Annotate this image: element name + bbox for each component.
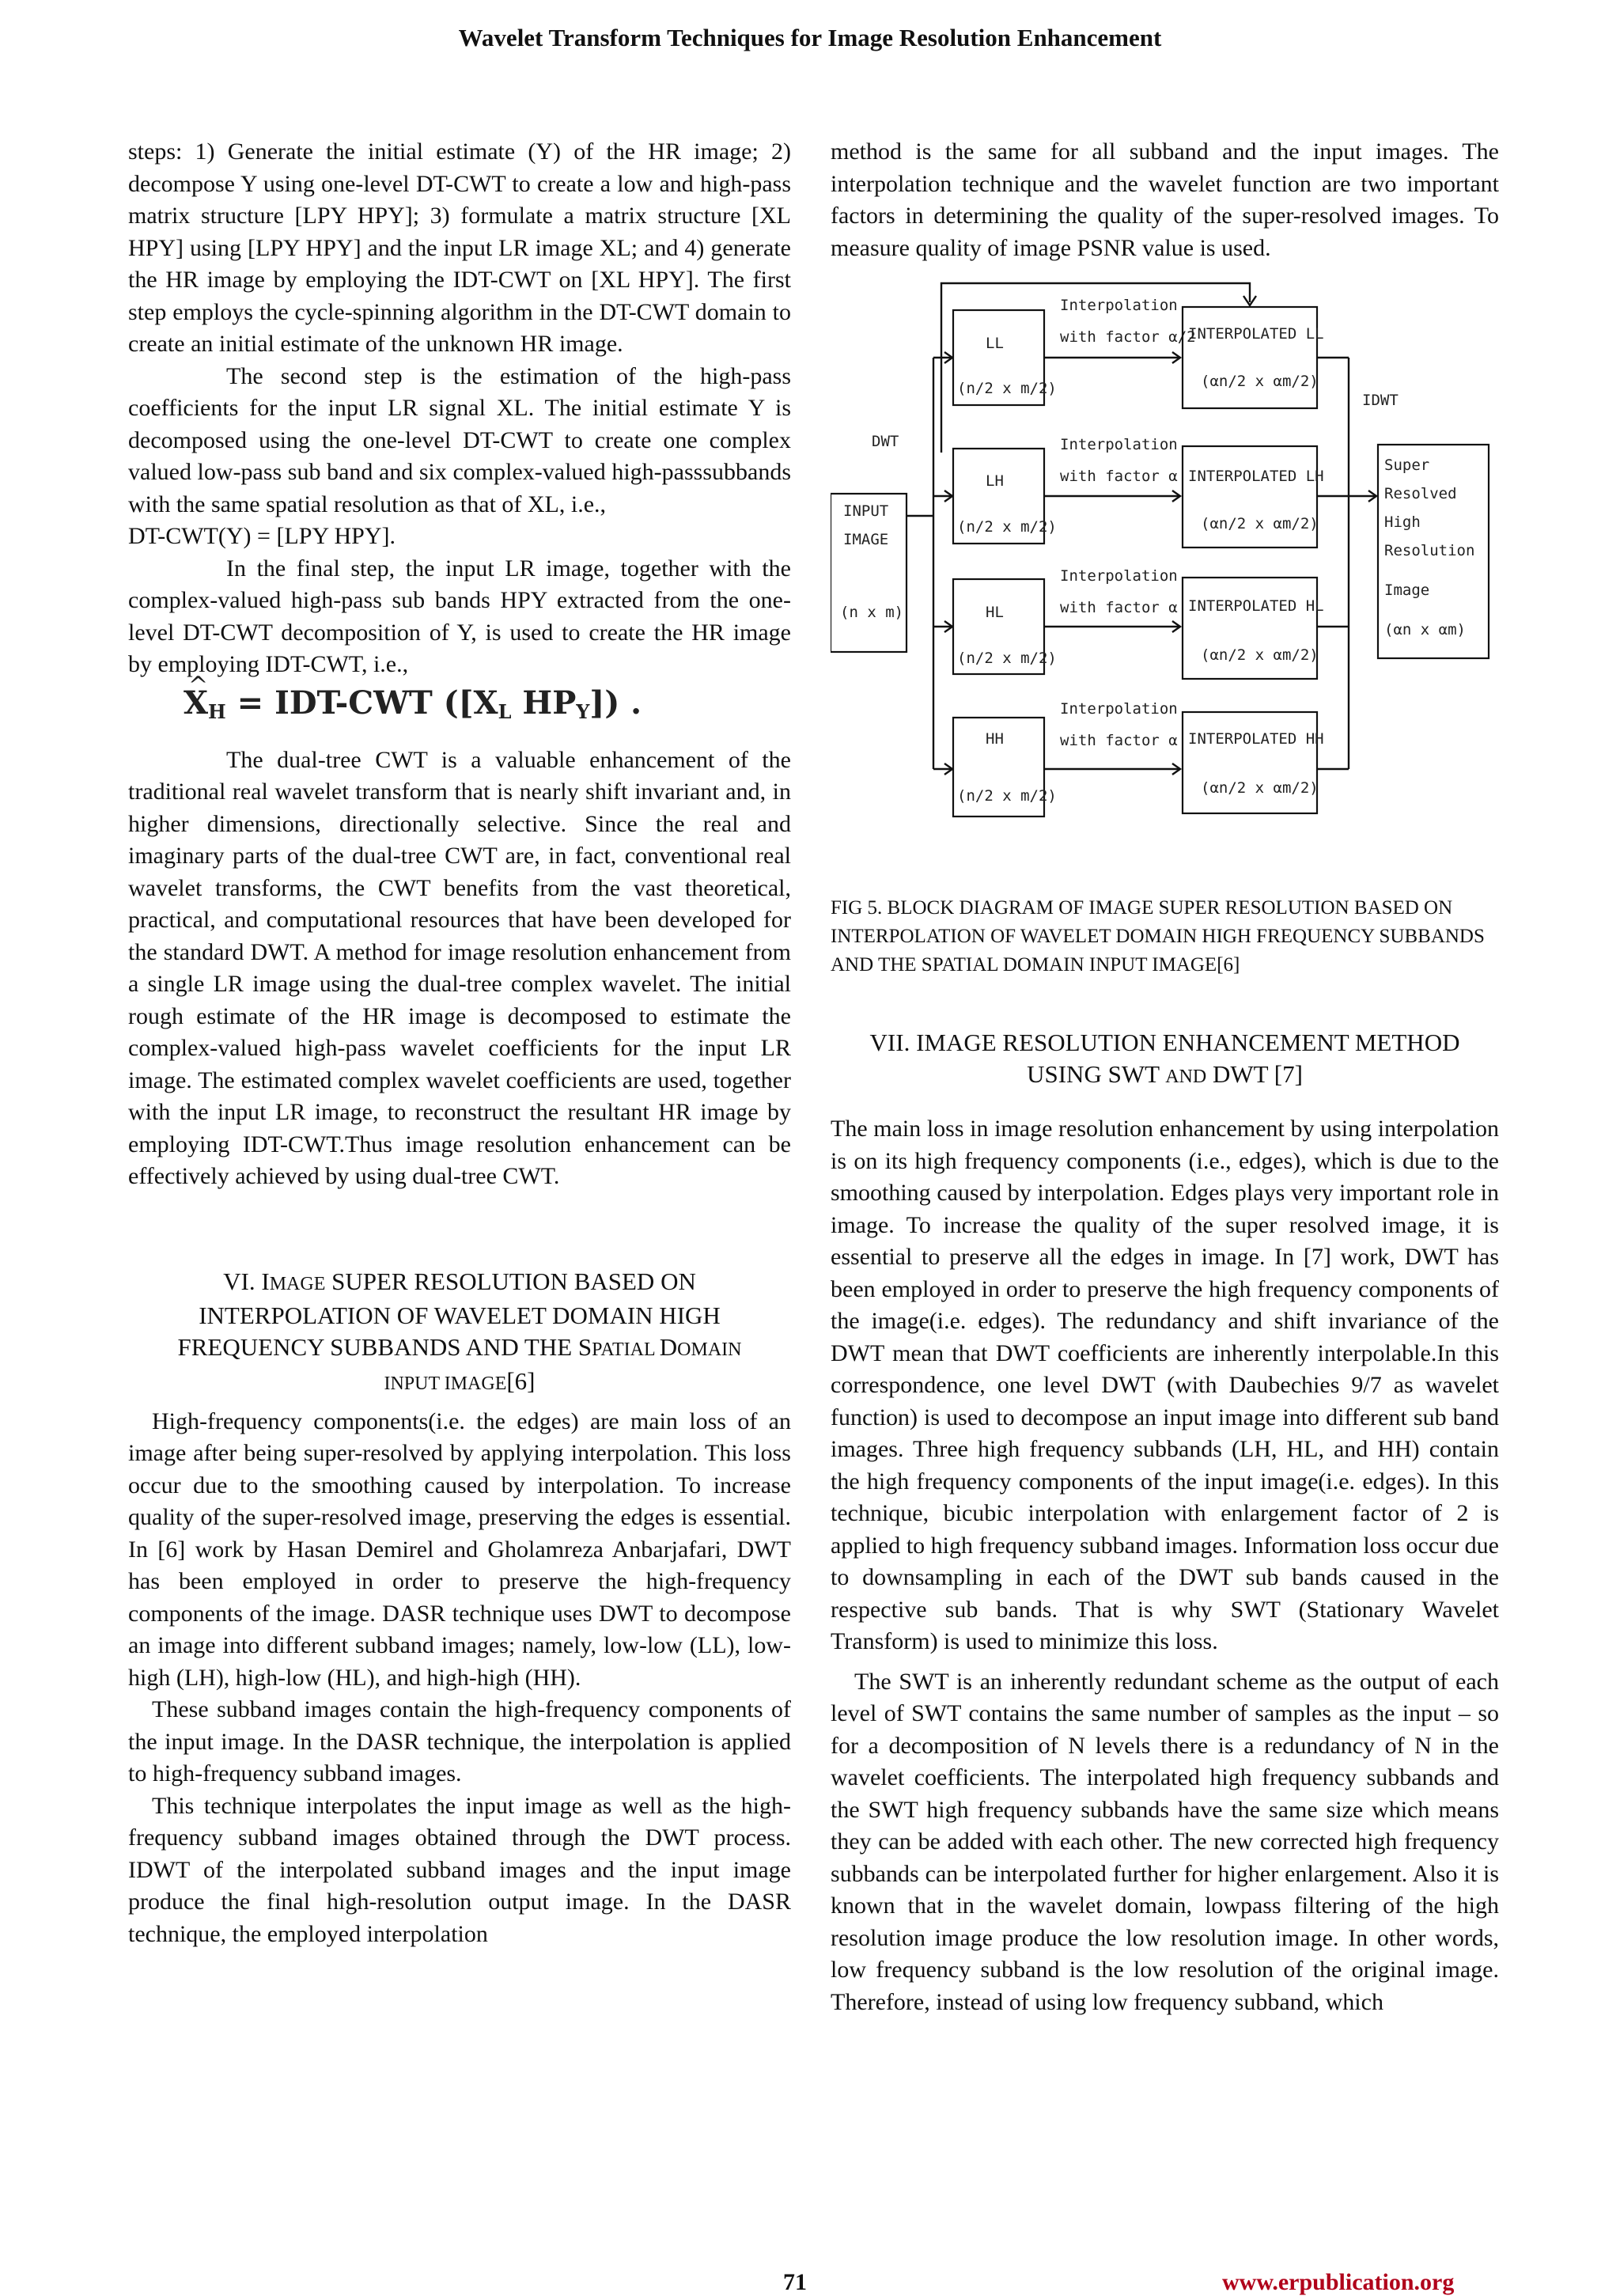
subband-dims: (n/2 x m/2) [957, 518, 1057, 536]
heading-text: S [577, 1332, 592, 1361]
left-column [128, 136, 791, 1950]
paragraph: steps: 1) Generate the initial estimate (Y) of the HR image; 2) decompose Y using one-level DT-CWT to create a low and high-pass matrix structure [LPY HPY]; 3) formulate a matrix structure [XL HPY] using [LPY HPY] and the input LR image XL; and 4) generate the HR image by employing the IDT-CWT on [XL HPY]. The first step employs the cycle-spinning algorithm in the DT-CWT domain to create an initial estimate of the unknown HR image. [128, 138, 791, 357]
section-heading [128, 1266, 791, 1400]
subband-row-ll [933, 297, 1349, 408]
input-box-label: INPUT [843, 502, 889, 520]
interpolated-dims: (αn/2 x αm/2) [1201, 373, 1319, 390]
paragraph: These subband images contain the high-frequency components of the input image. In the DASR technique, the interpolation is applied to high-frequency subband images. [128, 1696, 791, 1786]
block-diagram [831, 278, 1499, 848]
input-box-dims: (n x m) [840, 604, 904, 621]
paragraph: In the final step, the input LR image, together with the complex-valued high-pass sub bands HPY extracted from the one-level DT-CWT decomposition of Y, is used to create the HR image by employing IDT-CWT, i.e., [128, 555, 791, 677]
output-box-label: Image [1384, 582, 1430, 599]
interpolated-label: INTERPOLATED LH [1188, 468, 1324, 485]
interpolated-label: INTERPOLATED LL [1188, 325, 1324, 343]
equation-rhs: ]) . [589, 684, 642, 722]
heading-text: INPUT IMAGE [384, 1373, 507, 1394]
interp-label: with factor α [1060, 468, 1178, 485]
interpolated-dims: (αn/2 x αm/2) [1201, 646, 1319, 664]
heading-text: SUPER RESOLUTION BASED ON INTERPOLATION OF WAVELET DOMAIN HIGH FREQUENCY SUBBANDS AND THE [177, 1267, 721, 1361]
subband-row-hh [933, 700, 1349, 816]
subband-dims: (n/2 x m/2) [957, 787, 1057, 805]
output-box-label: Super [1384, 457, 1430, 474]
interp-label: Interpolation [1060, 436, 1178, 453]
paragraph: The second step is the estimation of the high-pass coefficients for the input LR signal XL. The initial estimate Y is decomposed using the one-level DT-CWT to create one complex valued low-pass sub band and six complex-valued high-passsubbands with the same spatial resolution as that of XL, i.e., [128, 362, 791, 517]
output-box-dims: (αn x αm) [1384, 621, 1466, 638]
interp-label: with factor α [1060, 599, 1178, 616]
subband-row-hl [933, 567, 1349, 679]
subband-dims: (n/2 x m/2) [957, 650, 1057, 667]
interp-label: Interpolation [1060, 567, 1178, 585]
section-heading [831, 1027, 1499, 1093]
interpolated-label: INTERPOLATED HL [1188, 597, 1324, 615]
interpolated-dims: (αn/2 x αm/2) [1201, 779, 1319, 797]
interpolated-box-ll [1183, 307, 1317, 408]
interp-label: with factor α/2 [1060, 328, 1196, 346]
equation-sub: L [498, 699, 512, 723]
heading-ref: [6] [506, 1366, 536, 1395]
dwt-label: DWT [872, 433, 899, 450]
subband-name: LH [986, 472, 1004, 490]
paragraph: The SWT is an inherently redundant scheme as the output of each level of SWT contains the same number of samples as the input – so for a decomposition of N levels there is a redundancy of N in the wavelet coefficients. The interpolated high frequency subbands and the SWT high frequency subbands have the same size which means they can be added with each other. The new corrected high frequency subbands can be interpolated further for higher enlargement. Also it is known that in the wavelet domain, lowpass filtering of the high resolution image produce the low resolution image. In other words, low frequency subband is the low resolution of the original image. Therefore, instead of using low frequency subband, which [831, 1668, 1499, 2015]
figure-caption: FIG 5. BLOCK DIAGRAM OF IMAGE SUPER RESOLUTION BASED ON INTERPOLATION OF WAVELET DOMAIN HIGH FREQUENCY SUBBANDS AND THE SPATIAL DOMAIN INPUT IMAGE[6] [831, 897, 1485, 976]
paragraph: This technique interpolates the input image as well as the high-frequency subband images obtained through the DWT process. IDWT of the interpolated subband images and the input image produce the final high-resolution output image. In the DASR technique, the employed interpolation [128, 1792, 791, 1947]
running-header: Wavelet Transform Techniques for Image Resolution Enhancement [458, 24, 1162, 51]
interp-label: Interpolation [1060, 297, 1178, 314]
paragraph: High-frequency components(i.e. the edges) are main loss of an image after being super-resolved by applying interpolation. This loss occur due to the smoothing caused by interpolation. To increase quality of the super-resolved image, preserving the edges is essential. In [6] work by Hasan Demirel and Gholamreza Anbarjafari, DWT has been employed in order to preserve the high-frequency components of the image. DASR technique uses DWT to decompose an image into different subband images; namely, low-low (LL), low-high (LH), high-low (HL), and high-high (HH). [128, 1408, 791, 1691]
paragraph: The dual-tree CWT is a valuable enhancement of the traditional real wavelet transform that is nearly shift invariant and, in higher dimensions, directionally selective. Since the real and imaginary parts of the dual-tree CWT are, in fact, conventional real wavelet transforms, the CWT benefits from the vast theoretical, practical, and computational resources that have been developed for the standard DWT. A method for image resolution enhancement from a single LR image using the dual-tree complex wavelet. The initial rough estimate of the HR image is decomposed to estimate the complex-valued high-pass wavelet coefficients for the input LR image. The estimated complex wavelet coefficients are used, together with the input LR image, to reconstruct the resultant HR image by employing IDT-CWT.Thus image resolution enhancement can be effectively achieved by using dual-tree CWT. [128, 746, 791, 1189]
equation-lhs: ^ X [184, 688, 208, 720]
heading-text: USING SWT [1027, 1060, 1166, 1088]
output-box-label: Resolution [1384, 542, 1475, 559]
paragraph: method is the same for all subband and the input images. The interpolation technique and the wavelet function are two important factors in determining the quality of the super-resolved images. To measure quality of image PSNR value is used. [831, 138, 1499, 261]
heading-text: VII. IMAGE RESOLUTION ENHANCEMENT METHOD [869, 1029, 1460, 1056]
subband-name: LL [986, 335, 1004, 352]
equation-rhs: = IDT-CWT ([X [237, 684, 498, 722]
input-box-label: IMAGE [843, 531, 889, 548]
interp-label: Interpolation [1060, 700, 1178, 718]
heading-text: I [261, 1267, 270, 1295]
right-column [831, 136, 1499, 2018]
heading-text: D [659, 1332, 678, 1361]
interpolated-box-hh [1183, 712, 1317, 813]
output-box-label: Resolved [1384, 485, 1457, 502]
subband-dims: (n/2 x m/2) [957, 380, 1057, 397]
interpolated-label: INTERPOLATED HH [1188, 730, 1324, 748]
paragraph: The main loss in image resolution enhancement by using interpolation is on its high frequency components (i.e., edges), which is due to the smoothing caused by interpolation. Edges plays very important role in image. To increase the quality of the super resolved image, it is essential to preserve all the edges in image. In [7] work, DWT has been employed in order to preserve the high frequency components of the image(i.e. edges). The redundancy and shift invariance of the DWT mean that DWT coefficients are inherently interpolable.In this correspondence, one level DWT (with Daubechies 9/7 as wavelet function) is used to decompose an input image into different sub band images. Three high frequency subbands (LH, HL, and HH) contain the high frequency components of the input image(i.e. edges). In this technique, bicubic interpolation with enlargement factor of 2 is applied to high frequency subband images. Information loss occur due to downsampling in each of the DWT sub bands caused in the respective sub bands. That is why SWT (Stationary Wavelet Transform) is used to minimize this loss. [831, 1116, 1499, 1654]
subband-name: HL [986, 604, 1004, 621]
subband-row-lh [933, 436, 1349, 547]
equation-rhs: HP [511, 684, 577, 722]
block-diagram-svg [831, 278, 1499, 848]
heading-text: OMAIN [677, 1339, 742, 1360]
heading-text: PATIAL [592, 1339, 660, 1360]
heading-text: AND [1165, 1067, 1207, 1087]
equation-sub: H [208, 699, 226, 723]
section-number: VI. [223, 1267, 262, 1295]
heading-text: DWT [7] [1206, 1060, 1303, 1088]
publisher-url[interactable]: www.erpublication.org [1222, 2269, 1455, 2295]
output-box-label: High [1384, 513, 1421, 531]
subband-name: HH [986, 730, 1004, 748]
heading-text: MAGE [269, 1273, 326, 1294]
interp-label: with factor α [1060, 732, 1178, 749]
interpolated-dims: (αn/2 x αm/2) [1201, 515, 1319, 532]
idwt-label: IDWT [1362, 392, 1399, 409]
equation-sub: Y [576, 699, 590, 723]
equation [128, 681, 791, 744]
equation-inline: DT-CWT(Y) = [LPY HPY]. [128, 523, 396, 549]
page-number: 71 [783, 2269, 807, 2295]
